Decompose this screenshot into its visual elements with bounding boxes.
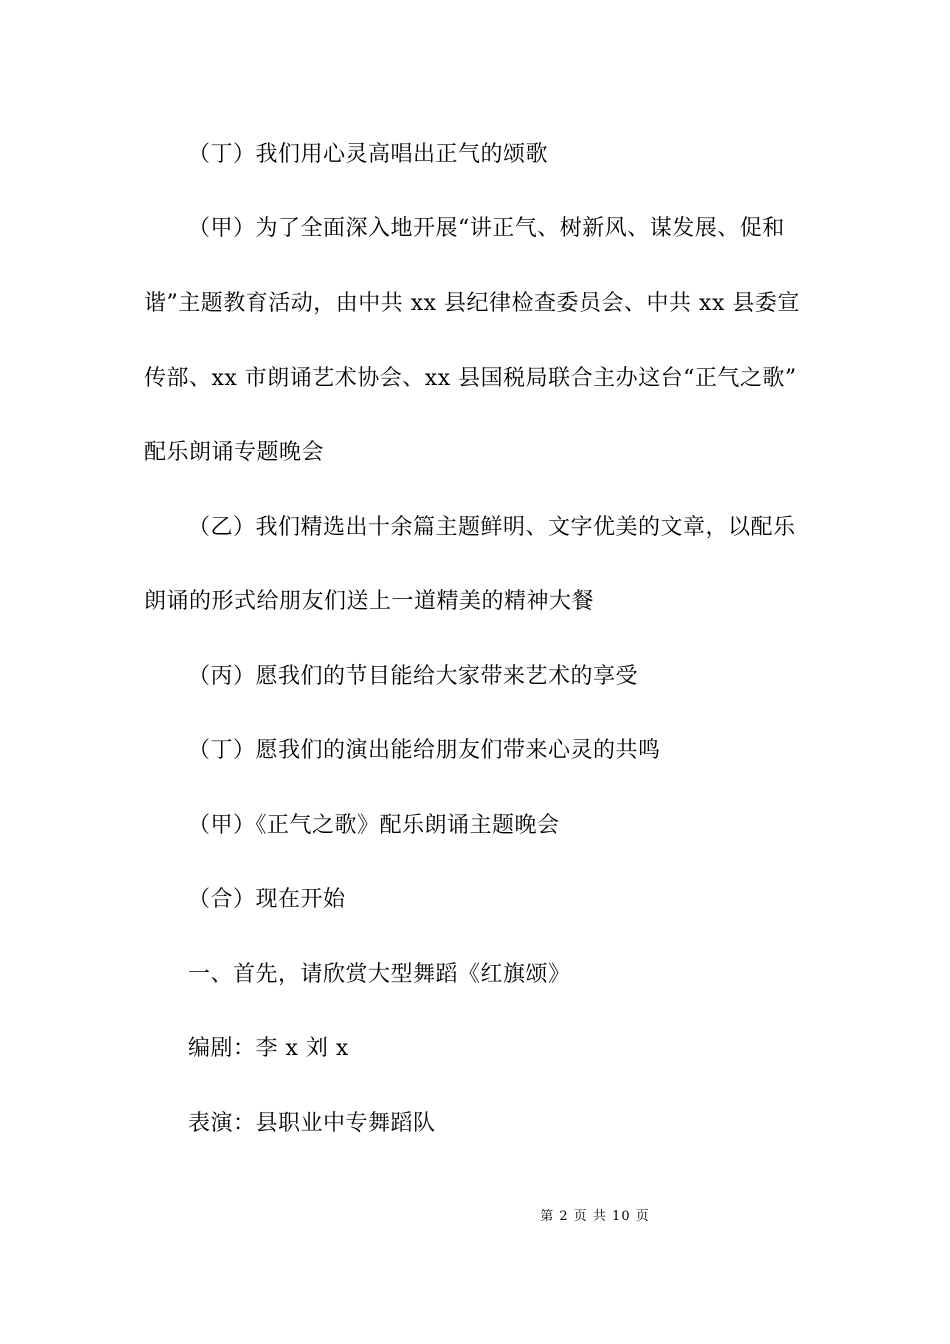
paragraph-line: 传部、xx 市朗诵艺术协会、xx 县国税局联合主办这台“正气之歌” xyxy=(144,366,797,391)
paragraph-line: 配乐朗诵专题晚会 xyxy=(144,440,325,465)
paragraph-line: （甲）为了全面深入地开展“讲正气、树新风、谋发展、促和 xyxy=(188,216,785,241)
paragraph-line: 编剧：李 x 刘 x xyxy=(188,1036,349,1061)
paragraph-line: 表演：县职业中专舞蹈队 xyxy=(188,1111,436,1136)
paragraph-line: （甲）《正气之歌》配乐朗诵主题晚会 xyxy=(188,813,560,838)
paragraph-line: （乙）我们精选出十余篇主题鲜明、文字优美的文章，以配乐 xyxy=(188,515,796,540)
paragraph-line: （合）现在开始 xyxy=(188,887,346,912)
paragraph-line: 谐”主题教育活动，由中共 xx 县纪律检查委员会、中共 xx 县委宣 xyxy=(144,291,800,316)
page-number-footer: 第 2 页 共 10 页 xyxy=(540,1209,650,1224)
paragraph-line: 朗诵的形式给朋友们送上一道精美的精神大餐 xyxy=(144,589,595,614)
paragraph-line: 一、首先，请欣赏大型舞蹈《红旗颂》 xyxy=(188,962,571,987)
paragraph-line: （丁）愿我们的演出能给朋友们带来心灵的共鸣 xyxy=(188,738,661,763)
paragraph-line: （丙）愿我们的节目能给大家带来艺术的享受 xyxy=(188,664,639,689)
paragraph-line: （丁）我们用心灵高唱出正气的颂歌 xyxy=(188,142,549,167)
